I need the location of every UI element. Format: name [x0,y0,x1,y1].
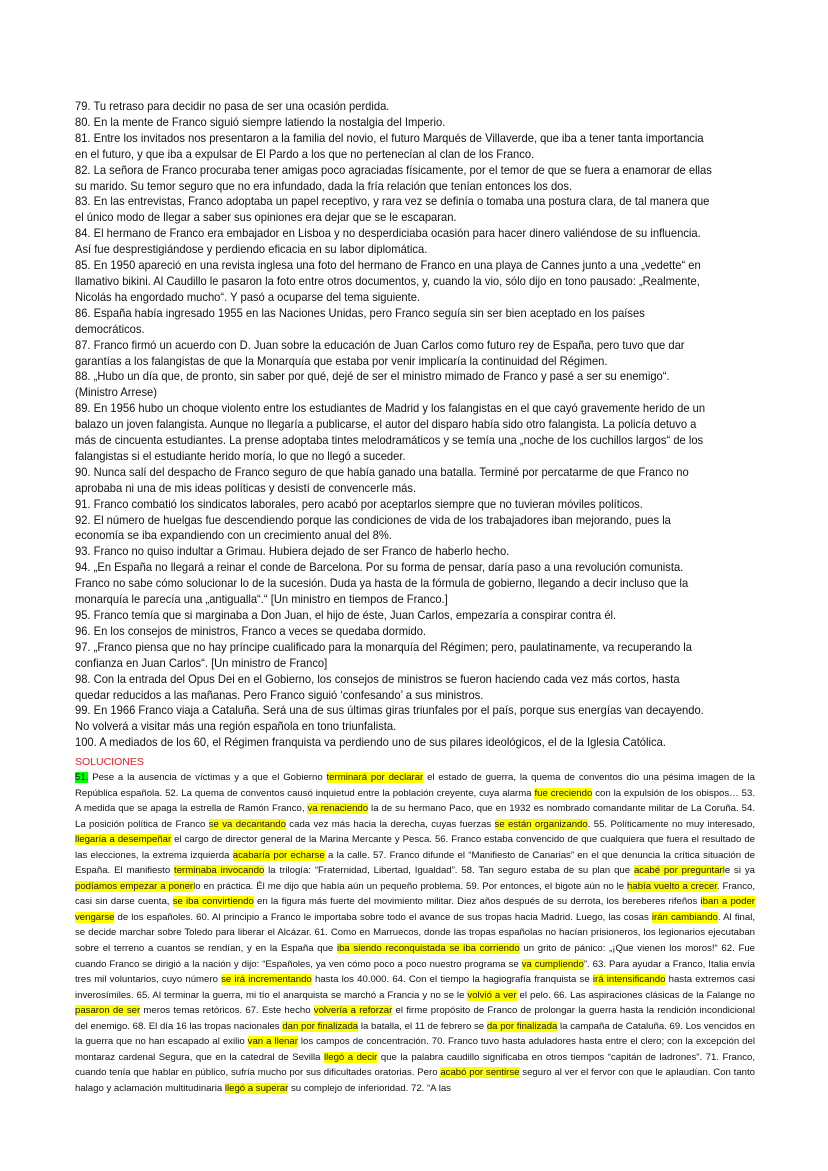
solution-text: con la expulsión de los obispos… 53. A medida que se apaga la estrella de Ramón Franco, [75,787,755,815]
solution-text: lo en práctica. Él me dijo que había aún un pequeño problema. 59. Por entonces, el bigote aún no le [193,880,628,892]
highlighted-verb-phrase: acabaría por echarse [232,849,325,861]
solution-text: el firme propósito de Franco de prolongar la guerra hasta la rendición incondicional del enemigo. 68. El día 16 las tropas nacionales [75,1005,755,1032]
highlighted-verb-phrase: llegó a decir [324,1051,378,1063]
solution-text: la batalla, el 11 de febrero se [358,1020,487,1032]
exercise-item: 82. La señora de Franco procuraba tener amigas poco agraciadas físicamente, por el temor de que se fuera a enamorar de ellas su marido. Su temor seguro que no era infundado, dada la fría relación que tenían entonces los dos. [75,162,712,193]
solution-text: los campos de concentración. 70. Franco tuvo hasta aduladores hasta entre el clero; con la excepción del montaraz cardenal Segura, que en la catedral de Sevilla [75,1036,755,1063]
exercise-item: 98. Con la entrada del Opus Dei en el Gobierno, los consejos de ministros se fueron haciendo cada vez más cortos, hasta quedar reducidos a las mañanas. Pero Franco siguió ‘confesando’ a sus ministros. [75,671,680,702]
highlighted-verb-phrase: irán cambiando [651,911,718,923]
highlighted-verb-phrase: podíamos empezar a poner [75,880,194,892]
highlighted-verb-phrase: va cumpliendo [521,958,584,970]
exercise-item: 85. En 1950 apareció en una revista inglesa una foto del hermano de Franco en una playa de Cannes junto a una „vedette“ en llamativo bikini. Al Caudillo le pasaron la foto entre otros documentos, y, cuando la vio, sólo dijo en tono pausado: „Realmente, Nicolás ha engordado mucho“. Y pasó a ocuparse del tema siguiente. [75,258,701,304]
solution-text: un grito de pánico: „¡Que vienen los moros!“ 62. Fue cuando Franco se dirigió a la nación y dijo: “Españoles, ya ven cómo poco a poco nuestro programa se [75,943,755,970]
solution-text: seguro al ver el fervor con que le aplaudían. Con tanto halago y aclamación multitudinaria [75,1067,755,1094]
highlighted-verb-phrase: van a llenar [247,1036,298,1048]
exercise-item: 91. Franco combatió los sindicatos laborales, pero acabó por aceptarlos siempre que no tuvieran móviles políticos. [75,496,643,511]
exercise-item: 84. El hermano de Franco era embajador en Lisboa y no desperdiciaba ocasión para hacer dinero valiéndose de su influencia. Así fue desprestigiándose y perdiendo eficacia en su labor diplomática. [75,226,701,257]
highlighted-verb-phrase: iba siendo reconquistada se iba corriendo [336,943,520,955]
solution-text: la de su hermano Paco, que en 1932 es nombrado comandante militar de La Coruña. 54. La posición política de Franco [75,803,755,830]
solution-text: el cargo de director general de la Marina Mercante y Pesca. 56. Franco estaba convencido de que cualquiera que fuera el resultado de las elecciones, la extrema izquierda [75,834,755,861]
exercise-item: 81. Entre los invitados nos presentaron a la familia del novio, el futuro Marqués de Villaverde, que iba a tener tanta importancia en el futuro, y que iba a expulsar de El Pardo a los que no pertenecían al clan de los Franco. [75,130,704,161]
solutions-heading: SOLUCIONES [75,756,144,768]
highlighted-verb-phrase: se iba convirtiendo [172,896,254,908]
exercise-item: 80. En la mente de Franco siguió siempre latiendo la nostalgia del Imperio. [75,114,446,129]
solution-text: cada vez más hacia la derecha, cuyas fuerzas [285,818,495,830]
solution-text: la trilogía: “Fraternidad, Libertad, Igualdad”. 58. Tan seguro estaba de su plan que [264,865,634,877]
highlighted-verb-phrase: llegó a superar [224,1082,289,1094]
exercise-item: 100. A mediados de los 60, el Régimen franquista va perdiendo uno de sus pilares ideológicos, el de la Iglesia Católica. [75,735,666,750]
exercise-item: 93. Franco no quiso indultar a Grimau. Hubiera dejado de ser Franco de haberlo hecho. [75,544,510,559]
exercise-item: 96. En los consejos de ministros, Franco a veces se quedaba dormido. [75,623,427,638]
highlighted-verb-phrase: llegaría a desempeñar [75,834,172,846]
highlighted-verb-phrase: pasaron de ser [75,1005,141,1017]
highlighted-verb-phrase: se va decantando [208,818,286,830]
highlighted-verb-phrase: irá intensificando [592,974,666,986]
solution-text: meros temas retóricos. 67. Este hecho [140,1005,314,1017]
exercise-item: 83. En las entrevistas, Franco adoptaba un papel receptivo, y rara vez se definía o tomaba una postura clara, de tal manera que el único modo de llegar a saber sus opiniones era dejar que se le escaparan. [75,194,710,225]
solution-text: su complejo de inferioridad. 72. “A las [288,1082,451,1094]
exercise-item: 90. Nunca salí del despacho de Franco seguro de que había ganado una batalla. Terminé por percatarme de que Franco no aprobaba ni una de mis ideas políticas y desistí de convencerle más. [75,464,689,495]
solution-text: le si ya [722,865,755,877]
solution-text: la campaña de Cataluña. 69. Los vencidos en la guerra que no han escapado al exilio [75,1020,755,1048]
highlighted-verb-phrase: volvió a ver [467,989,517,1001]
highlighted-verb-phrase: dan por finalizada [282,1020,359,1032]
solution-text: . 55. Políticamente no muy interesado, [587,818,756,830]
highlighted-verb-phrase: terminará por declarar [326,772,424,783]
solution-text: que la palabra caudillo significaba en otros tiempos “capitán de ladrones”. 71. Franco, cuando tenía que hablar en público, sufría mucho por sus dificultades oratorias. Pero [75,1051,755,1079]
solution-text: el estado de guerra, la quema de conventos dio una pésima imagen de la República española. 52. La quema de conventos causó inquietud entre la población creyente, cuya alarma [75,772,756,799]
exercise-item: 94. „En España no llegará a reinar el conde de Barcelona. Por su forma de pensar, daría paso a una revolución comunista. Franco no sabe cómo solucionar lo de la sucesión. Duda ya hasta de la fórmula de gobierno, llegando a decir incluso que la monarquía le parecía una „antigualla“.“ [Un ministro en tiempos de Franco.] [75,560,689,607]
solution-text: de los españoles. 60. Al principio a Franco le importaba sobre todo el avance de sus tropas hacia Madrid. Luego, las cosas [114,911,652,923]
solution-text: en la figura más fuerte del movimiento militar. Diez años después de su derrota, los bereberes rifeños [253,896,701,908]
exercise-item: 79. Tu retraso para decidir no pasa de ser una ocasión perdida. [75,99,390,113]
solution-text: Pese a la ausencia de víctimas y a que el Gobierno [88,772,327,783]
solution-text: ”. 63. Para ayudar a Franco, Italia envía tres mil voluntarios, cuyo número [75,958,755,986]
exercise-item: 97. „Franco piensa que no hay príncipe cualificado para la monarquía del Régimen; pero, paulatinamente, va recuperando la confianza en Juan Carlos“. [Un ministro de Franco] [75,639,693,670]
highlighted-verb-phrase: acabé por preguntar [633,865,723,877]
exercise-item: 87. Franco firmó un acuerdo con D. Juan sobre la educación de Juan Carlos como futuro rey de España, pero tuvo que dar garantías a los falangistas de que la Monarquía que estaba por venir implicaría la continuidad del Régimen. [75,337,685,368]
exercise-item: 86. España había ingresado 1955 en las Naciones Unidas, pero Franco seguía sin ser bien aceptado en los países democráticos. [75,305,645,336]
highlighted-verb-phrase: se irá incrementando [221,974,312,986]
highlighted-verb-phrase: había vuelto a crecer [627,880,717,892]
solution-start-marker: 51. [75,772,89,783]
solution-text: . Al final, se decide marchar sobre Toledo para liberar el Alcázar. 61. Como en Marruecos, donde las tropas españolas no hacían prisioneros, los legionarios ejecutaban sobre el terreno a cuantos se rendían, y en la España que [75,911,755,955]
solution-text: el pelo. 66. Las aspiraciones clásicas de la Falange no [516,989,755,1001]
solution-text: hasta extremos casi inverosímiles. 65. Al terminar la guerra, mi tío el anarquista se marchó a Francia y no se le [75,974,755,1001]
highlighted-verb-phrase: da por finalizada [486,1020,558,1032]
exercise-item: 92. El número de huelgas fue descendiendo porque las condiciones de vida de los trabajadores iban mejorando, pues la economía se iba expandiendo con un crecimiento anual del 8%. [75,512,671,543]
exercise-item: 99. En 1966 Franco viaja a Cataluña. Será una de sus últimas giras triunfales por el país, porque sus energías van decayendo. No volverá a visitar más una región española en tono triunfalista. [75,703,704,734]
highlighted-verb-phrase: terminaba invocando [174,865,265,877]
solution-text: a la calle. 57. Franco difunde el “Manifiesto de Canarias” en el que denuncia la crítica situación de España. El manifiesto [75,849,755,877]
exercise-item: 89. En 1956 hubo un choque violento entre los estudiantes de Madrid y los falangistas en el que cayó gravemente herido de un balazo un joven falangista. Aunque no llegaría a publicarse, el autor del disparo había sido otro falangista. La policía detuvo a más de cincuenta estudiantes. La prense adoptaba tintes melodramáticos y se temía una „noche de los cuchillos largos“ de los falangistas si el estudiante herido moría, lo que no llegó a suceder. [75,401,706,463]
highlighted-verb-phrase: iban a poder vengarse [75,896,755,923]
highlighted-verb-phrase: fue creciendo [534,787,593,799]
exercise-item: 88. „Hubo un día que, de pronto, sin saber por qué, dejé de ser el ministro mimado de Franco y pasé a ser su enemigo“. (Ministro Arrese) [75,369,670,400]
highlighted-verb-phrase: acabó por sentirse [440,1067,520,1079]
solutions-paragraph [75,770,755,1096]
highlighted-verb-phrase: se están organizando [494,818,588,830]
exercise-item: 95. Franco temía que si marginaba a Don Juan, el hijo de éste, Juan Carlos, empezaría a conspirar contra él. [75,608,617,622]
highlighted-verb-phrase: volvería a reforzar [313,1005,393,1017]
exercise-list [75,99,714,751]
highlighted-verb-phrase: va renaciendo [307,803,369,815]
solution-text: . Franco, casi sin darse cuenta, [75,880,756,908]
solution-text: hasta los 40.000. 64. Con el tiempo la hagiografía franquista se [311,974,593,986]
